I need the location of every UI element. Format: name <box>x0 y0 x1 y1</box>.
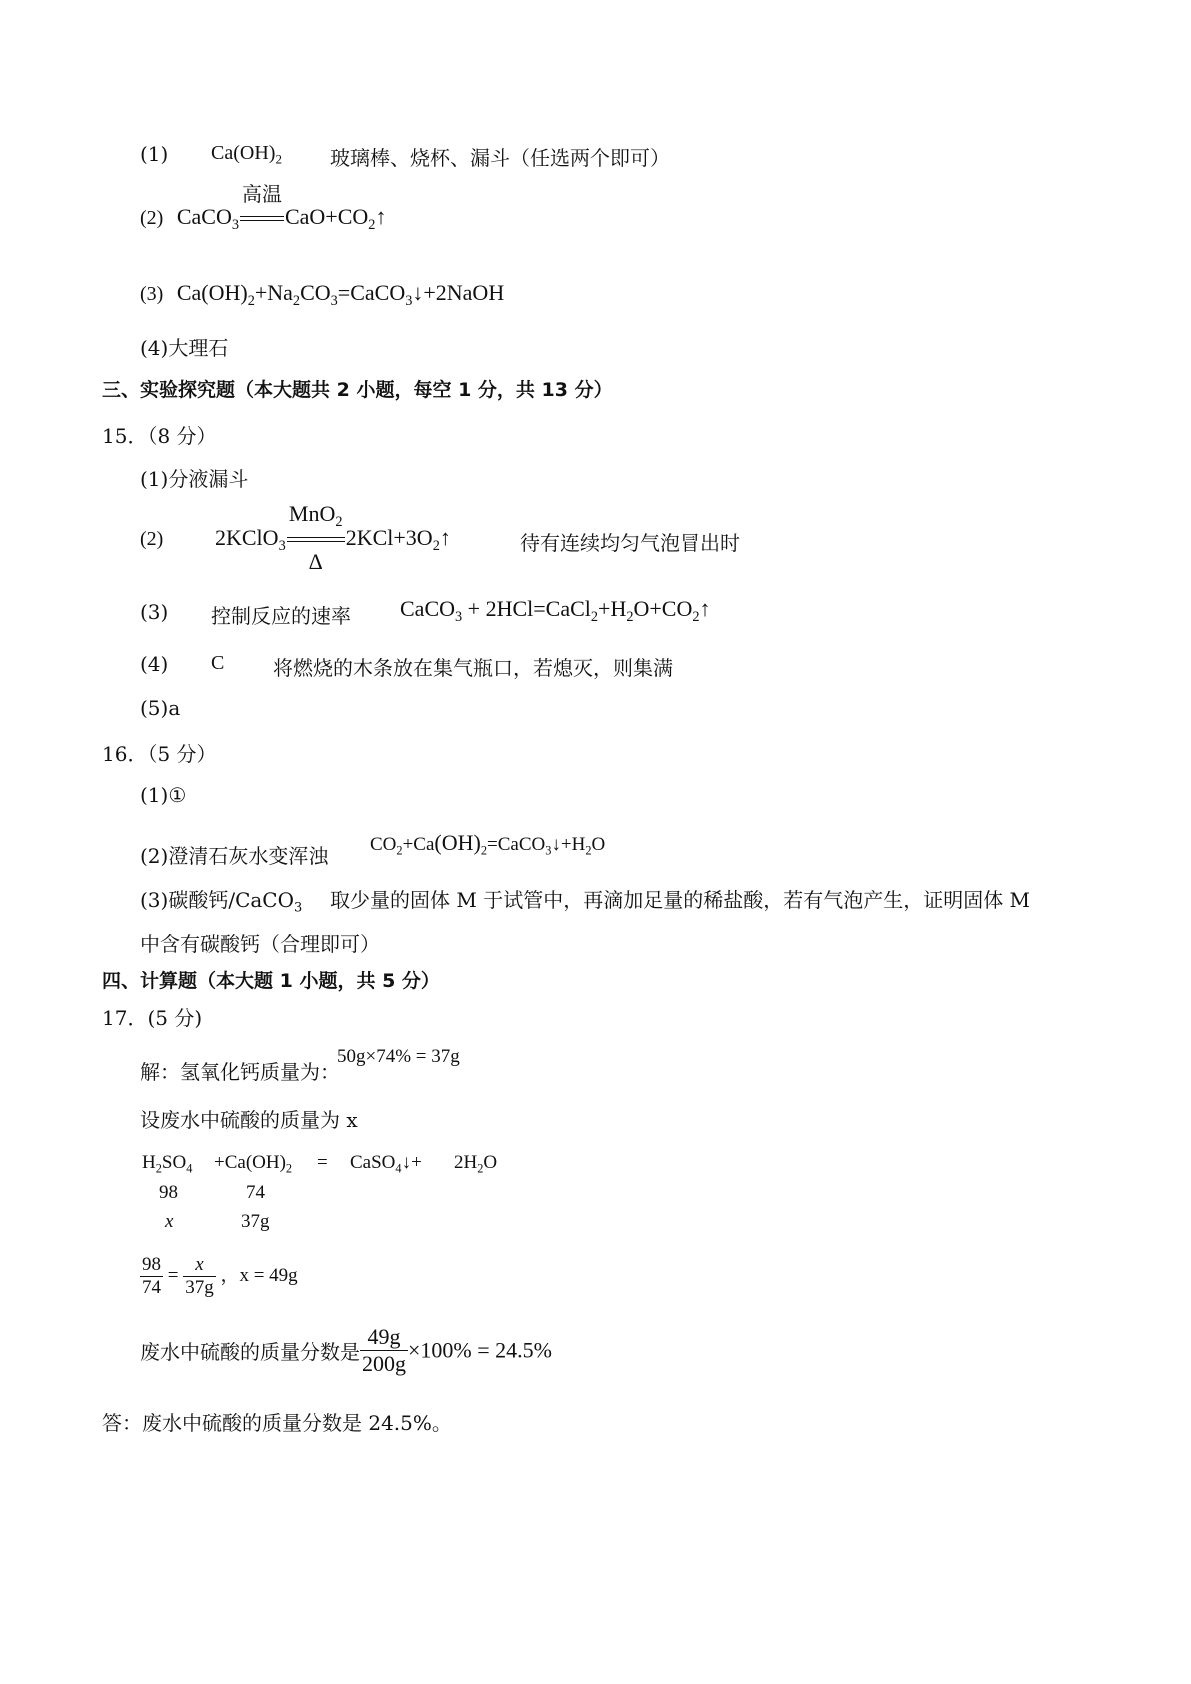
q16-header: 16．（5 分） <box>102 742 217 766</box>
q14-part1-number: (1) <box>140 142 169 166</box>
q15-part2-number: (2) <box>140 528 164 550</box>
q14-part1-answer2: 玻璃棒、烧杯、漏斗（任选两个即可） <box>330 146 670 170</box>
condition-heat: Δ <box>308 549 323 574</box>
q15-part3-equation: CaCO$_3$ + $2HCl=CaCl_2+H_2O+CO_2↑$ <box>400 596 711 625</box>
q16-part3-answer: (3)碳酸钙/CaCO$_3$ <box>140 888 303 916</box>
condition-high-temp: 高温 <box>241 182 282 206</box>
q14-part3-equation: $Ca(OH)_2+Na_2CO_3=CaCO_3↓+2NaOH$ <box>176 280 505 309</box>
section4-title: 四、计算题（本大题 1 小题，共 5 分） <box>102 970 440 992</box>
q16-part2-text: (2)澄清石灰水变浑浊 <box>140 844 329 868</box>
q17-answer: 答：废水中硫酸的质量分数是 24.5%。 <box>102 1411 452 1435</box>
q17-fraction <box>140 1324 552 1377</box>
q17-fraction-value: $\frac{49g}{200g}$ <box>362 1324 406 1376</box>
q14-part2-equation: CaCO$_3$ 高温 $CaO+CO_2↑$ <box>177 204 387 229</box>
q17-fraction-text: 废水中硫酸的质量分数是 <box>140 1340 360 1364</box>
q17-ratio-left: $\frac{98}{74}$ <box>142 1254 161 1298</box>
q17-header: 17．(5 分) <box>102 1006 203 1030</box>
q14-part4: (4)大理石 <box>140 336 229 360</box>
q16-part1: (1)① <box>140 783 187 807</box>
q17-line1-text: 解：氢氧化钙质量为： <box>140 1060 340 1084</box>
q17-equation: $H_2SO_4$ $+Ca(OH)_2$ = CaSO$_4$↓+ $2H_2O$ <box>142 1152 498 1176</box>
q17-unknown-x: x <box>165 1211 174 1232</box>
q17-line2: 设废水中硫酸的质量为 x <box>140 1108 358 1132</box>
q17-ratio-result: ，x = 49g <box>220 1264 298 1286</box>
q17-mass-74: 74 <box>246 1182 265 1203</box>
q14-part1 <box>140 142 670 170</box>
q15-part2-note: 待有连续均匀气泡冒出时 <box>520 531 740 555</box>
q17-ratio-right: $\frac{x}{37g}$ <box>185 1254 214 1298</box>
q16-part3 <box>140 884 1031 916</box>
q17-line1-formula: 50g×74% = 37g <box>337 1046 460 1067</box>
q14-part3-number: (3) <box>140 283 164 305</box>
q15-header: 15．（8 分） <box>102 424 217 448</box>
q15-part4-text: 将燃烧的木条放在集气瓶口，若熄灭，则集满 <box>273 656 673 680</box>
condition-catalyst: MnO$_2$ <box>288 501 343 530</box>
q15-part5: (5)a <box>140 696 181 720</box>
q15-part4-answer: C <box>211 652 225 674</box>
q15-part1: (1)分液漏斗 <box>140 467 249 491</box>
q15-part3-text: 控制反应的速率 <box>211 604 351 628</box>
q15-part3 <box>140 596 711 628</box>
q15-part3-number: (3) <box>140 600 169 624</box>
q14-part3 <box>140 280 505 309</box>
q16-part3-method: 取少量的固体 M 于试管中，再滴加足量的稀盐酸，若有气泡产生，证明固体 M <box>330 888 1031 912</box>
q14-part2 <box>140 182 387 233</box>
section3-title: 三、实验探究题（本大题共 2 小题，每空 1 分，共 13 分） <box>102 379 613 401</box>
q16-part2 <box>140 830 606 869</box>
q17-ratio: $\frac{98}{74}$ = $\frac{x}{37g}$ ，x = 49g <box>142 1254 298 1298</box>
q15-part4-number: (4) <box>140 652 169 676</box>
q16-part2-equation: $CO_2+Ca(OH)_2=CaCO_3↓+H_2O$ <box>370 830 606 858</box>
q17-mass-37g: 37g <box>241 1211 270 1232</box>
q15-part2-equation: 2KClO$_3$ MnO$_2$ Δ $2KCl+3O_2↑$ <box>215 501 451 574</box>
q17-line1 <box>140 1046 460 1085</box>
q14-part1-answer1: $Ca(OH)_2$ <box>211 142 282 167</box>
q15-part2 <box>140 501 740 574</box>
q17-fraction-tail: ×100% = 24.5% <box>408 1337 552 1363</box>
q14-part2-number: (2) <box>140 207 164 229</box>
q17-mass-98: 98 <box>159 1182 178 1203</box>
q15-part4 <box>140 652 673 680</box>
q16-part3-continued: 中含有碳酸钙（合理即可） <box>140 932 380 956</box>
